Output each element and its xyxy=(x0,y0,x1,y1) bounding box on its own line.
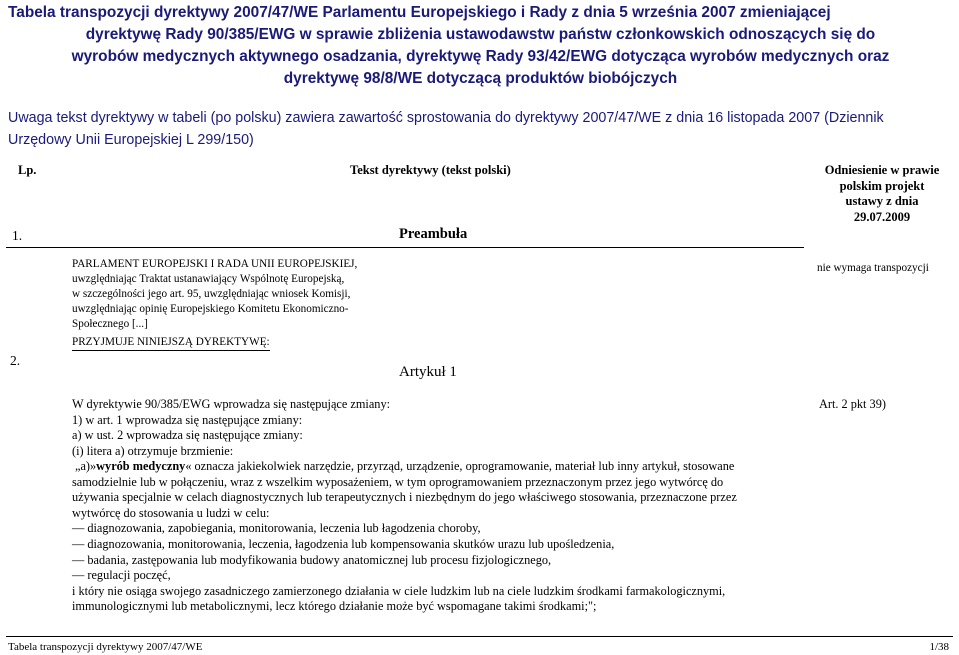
title-line-2: dyrektywę Rady 90/385/EWG w sprawie zbliżenia ustawodawstw państw członkowskich odnoszących się do xyxy=(85,26,876,43)
row-1-heading: Preambuła xyxy=(399,226,468,242)
footer-left: Tabela transpozycji dyrektywy 2007/47/WE xyxy=(8,641,203,653)
article-1-line-4: (i) litera a) otrzymuje brzmienie: xyxy=(72,443,234,458)
header-text-column: Tekst dyrektywy (tekst polski) xyxy=(350,163,511,177)
footer-page-number: 1/38 xyxy=(929,641,949,653)
header-ref-line-3: ustawy z dnia xyxy=(845,194,919,208)
row-2-reference: Art. 2 pkt 39) xyxy=(819,397,886,411)
preamble-text xyxy=(72,257,357,332)
article-1-line-2: 1) w art. 1 wprowadza się następujące zmiany: xyxy=(72,412,303,427)
definition-line-9: i który nie osiąga swojego zasadniczego zamierzonego działania w ciele ludzkim lub na ciele ludzkim środkami farmakologicznymi, xyxy=(72,583,726,598)
preamble-line-1: PARLAMENT EUROPEJSKI I RADA UNII EUROPEJSKIEJ, xyxy=(72,258,358,270)
header-ref-line-4: 29.07.2009 xyxy=(853,209,911,224)
definition-text xyxy=(72,459,737,615)
title-line-1: Tabela transpozycji dyrektywy 2007/47/WE Parlamentu Europejskiego i Rady z dnia 5 września 2007 zmieniającej xyxy=(8,4,831,21)
header-reference-column xyxy=(812,163,952,225)
definition-open-quote: „a)» xyxy=(75,459,97,473)
row-2-heading: Artykuł 1 xyxy=(399,364,457,380)
article-1-line-1: W dyrektywie 90/385/EWG wprowadza się następujące zmiany: xyxy=(72,397,391,411)
definition-line-4: wytwórcę do stosowania u ludzi w celu: xyxy=(72,505,270,520)
definition-rest: « oznacza jakiekolwiek narzędzie, przyrząd, urządzenie, oprogramowanie, materiał lub inny artykuł, stosowane xyxy=(185,459,735,473)
row-1-reference: nie wymaga transpozycji xyxy=(817,262,929,274)
preamble-line-3: w szczególności jego art. 95, uwzględniając wniosek Komisji, xyxy=(72,288,351,300)
title-line-3: wyrobów medycznych aktywnego osadzania, dyrektywę Rady 93/42/EWG dotycząca wyrobów medycznych oraz xyxy=(71,48,890,65)
footer-divider xyxy=(6,636,953,637)
row-1-divider xyxy=(6,247,804,248)
definition-line-7: — badania, zastępowania lub modyfikowania budowy anatomicznej lub procesu fizjologicznego, xyxy=(72,552,552,567)
definition-line-10: immunologicznymi lub metabolicznymi, lecz którego działanie może być wspomagane takimi środkami;"; xyxy=(72,599,597,614)
header-ref-line-2: polskim projekt xyxy=(839,178,925,193)
definition-term: wyrób medyczny xyxy=(96,459,186,473)
preamble-line-4: uwzględniając opinię Europejskiego Komitetu Ekonomiczno- xyxy=(72,303,349,315)
preamble-adopt: PRZYJMUJE NINIEJSZĄ DYREKTYWĘ: xyxy=(72,336,270,348)
preamble-line-5: Społecznego [...] xyxy=(72,318,148,330)
definition-line-2: samodzielnie lub w połączeniu, wraz z wszelkim wyposażeniem, w tym oprogramowaniem przeznaczonym przez jego wytwórcę do xyxy=(72,474,724,489)
definition-line-1 xyxy=(72,459,737,475)
article-1-line-3: a) w ust. 2 wprowadza się następujące zmiany: xyxy=(72,428,303,443)
row-1-number: 1. xyxy=(12,228,23,243)
correction-note: Uwaga tekst dyrektywy w tabeli (po polsku) zawiera zawartość sprostowania do dyrektywy 2007/47/WE z dnia 16 listopada 2007 (Dziennik Urzędowy Unii Europejskiej L 299/150) xyxy=(8,110,884,148)
preamble-adopt-underline xyxy=(72,350,270,351)
header-lp: Lp. xyxy=(18,163,37,177)
definition-line-5: — diagnozowania, zapobiegania, monitorowania, leczenia lub łagodzenia choroby, xyxy=(72,521,481,536)
row-2-number: 2. xyxy=(10,353,21,368)
article-1-intro xyxy=(72,397,390,459)
title-line-4: dyrektywę 98/8/WE dotyczącą produktów biobójczych xyxy=(283,70,678,87)
preamble-line-2: uwzględniając Traktat ustanawiający Wspólnotę Europejską, xyxy=(72,273,345,285)
definition-line-3: używania specjalnie w celach diagnostycznych lub terapeutycznych i niezbędnym do jego właściwego stosowania, przeznaczone przez xyxy=(72,490,737,505)
document-title xyxy=(8,2,953,90)
header-ref-line-1: Odniesienie w prawie xyxy=(824,163,940,177)
definition-line-6: — diagnozowania, monitorowania, leczenia, łagodzenia lub kompensowania skutków urazu lub upośledzenia, xyxy=(72,536,615,551)
definition-line-8: — regulacji poczęć, xyxy=(72,568,171,583)
